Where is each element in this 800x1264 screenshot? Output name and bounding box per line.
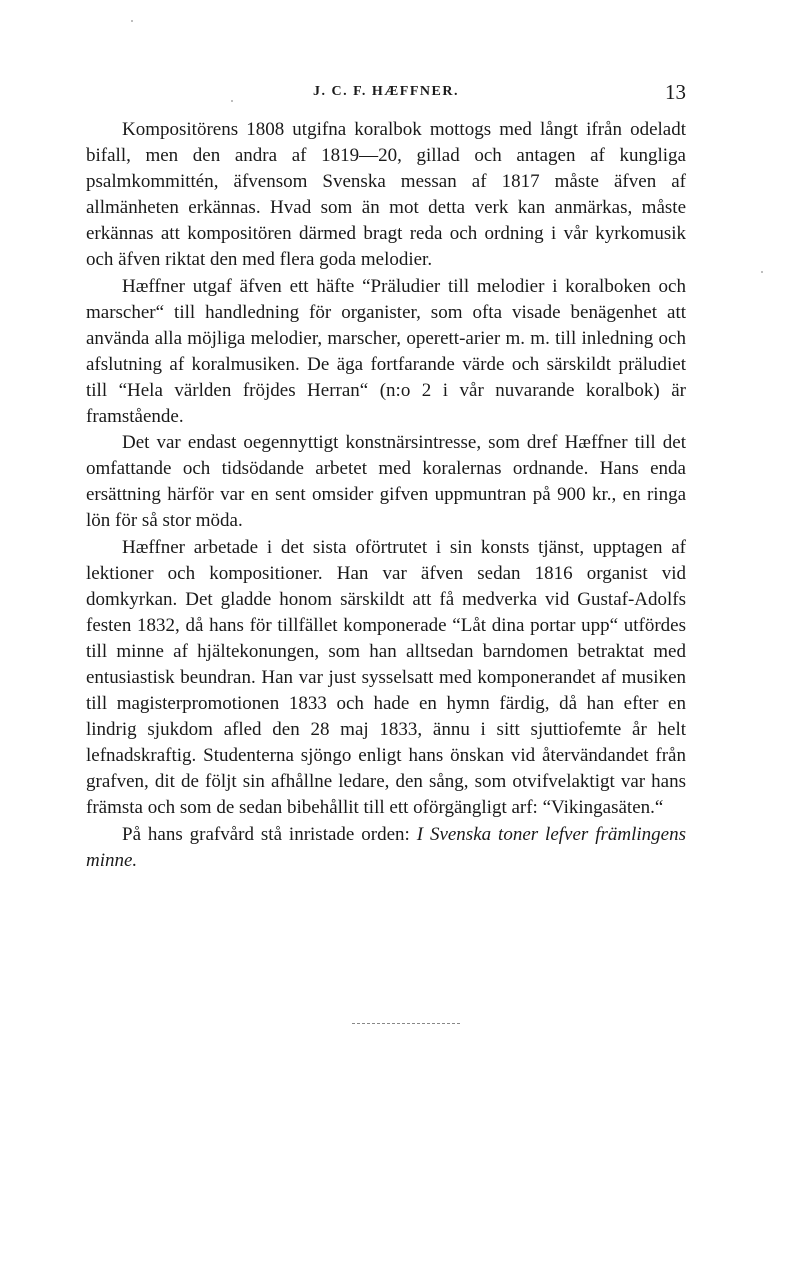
paragraph-grafvard <box>86 822 686 874</box>
paper-speck <box>131 20 133 22</box>
body-text <box>86 117 686 874</box>
paragraph-koralbok: Kompositörens 1808 utgifna koralbok mottogs med långt ifrån odeladt bifall, men den andra af 1819—20, gillad och antagen af kungliga psalmkommittén, äfvensom Svenska messan af 1817 måste äfven af allmänheten erkännas. Hvad som än mot detta verk kan anmärkas, måste erkännas att kompositören därmed bragt reda och ordning i vår kyrkomusik och äfven riktat den med flera goda melodier. <box>86 119 686 271</box>
paragraph-praludier: Hæffner utgaf äfven ett häfte “Präludier till melodier i koralboken och marscher“ till handledning för organister, som ofta visade benägenhet att använda alla möjliga melodier, marscher, operett-arier m. m. till inledning och afslutning af koralmusiken. De äga fortfarande värde och särskildt präludiet till “Hela världen fröjdes Herran“ (n:o 2 i vår nuvarande koralbok) är framstående. <box>86 275 686 428</box>
grafvard-inscription: I Svenska toner lefver främlingens minne. <box>86 823 686 871</box>
end-ornament-rule <box>352 1023 460 1024</box>
grafvard-lead-text: På hans grafvård stå inristade orden: <box>122 823 417 845</box>
running-head-title: J. C. F. HÆFFNER. <box>313 84 459 99</box>
running-head <box>86 80 686 108</box>
paragraph-konstnarsintresse: Det var endast oegennyttigt konstnärsintresse, som dref Hæffner till det omfattande och tidsödande arbetet med koralernas ordnande. Hans enda ersättning härför var en sent omsider gifven uppmuntran på 900 kr., en ringa lön för så stor möda. <box>86 432 686 532</box>
page-number: 13 <box>665 80 686 104</box>
paper-speck <box>761 271 763 273</box>
paper-speck <box>231 100 233 102</box>
paragraph-sista-aren: Hæffner arbetade i det sista oförtrutet i sin konsts tjänst, upptagen af lektioner och kompositioner. Han var äfven sedan 1816 organist vid domkyrkan. Det gladde honom särskildt att få medverka vid Gustaf-Adolfs festen 1832, då hans för tillfället komponerade “Låt dina portar upp“ utfördes till minne af hjältekonungen, som han alltsedan barndomen betraktat med entusiastisk beundran. Han var just sysselsatt med komponerandet af musiken till magisterpromotionen 1833 och hade en hymn färdig, då han efter en lindrig sjukdom afled den 28 maj 1833, ännu i sitt sjuttiofemte år helt lefnadskraftig. Studenterna sjöngo enligt hans önskan vid återvändandet från grafven, dit de följt sin afhållne ledare, den sång, som otvifvelaktigt var hans främsta och som de sedan bibehållit till ett oförgängligt arf: “Vikingasäten.“ <box>86 536 686 819</box>
